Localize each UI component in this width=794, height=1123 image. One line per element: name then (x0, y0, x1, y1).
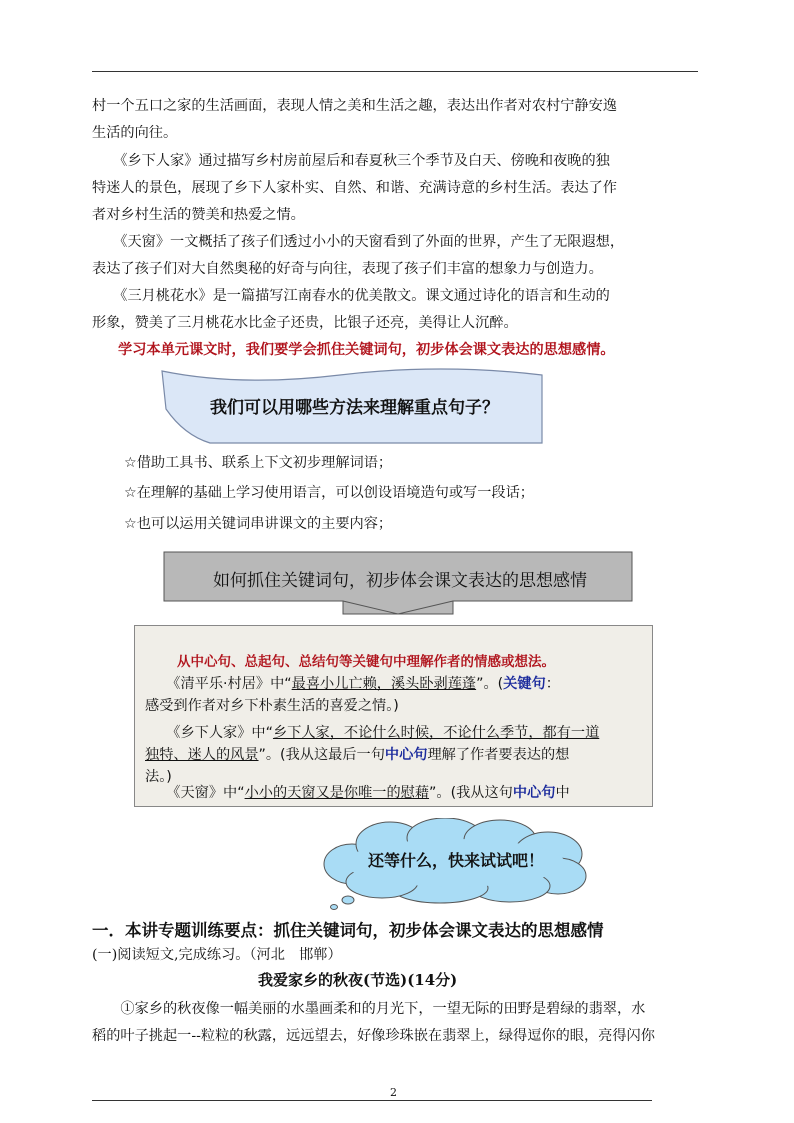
box-line (145, 722, 599, 744)
method-item: ☆借助工具书、联系上下文初步理解词语； (124, 455, 393, 471)
box-line (145, 782, 570, 804)
page-number: 2 (390, 1086, 397, 1099)
text-line: 者对乡村生活的赞美和热爱之情。 (92, 207, 305, 223)
box-text: 中 (555, 785, 570, 801)
box-text: 《天窗》中“ (145, 785, 245, 801)
text-line: 《天窗》一文概括了孩子们透过小小的天窗看到了外面的世界，产生了无限遐想， (92, 234, 625, 250)
box-heading: 从中心句、总起句、总结句等关键句中理解作者的情感或想法。 (177, 654, 555, 670)
exercise-title: (一)阅读短文,完成练习。（河北 邯郸） (92, 947, 342, 963)
box-text: 理解了作者要表达的想 (427, 747, 570, 763)
label-central-sentence: 中心句 (512, 785, 556, 801)
article-line: ①家乡的秋夜像一幅美丽的水墨画柔和的月光下，一望无际的田野是碧绿的翡翠，水 (92, 1001, 646, 1017)
topic-banner (163, 551, 633, 615)
box-line: 法。) (145, 769, 172, 785)
box-text: 《乡下人家》中“ (145, 725, 273, 741)
box-line (145, 673, 560, 695)
box-text: 《清平乐·村居》中“ (145, 676, 292, 692)
key-sentence: 最喜小儿亡赖，溪头卧剥莲蓬 (291, 676, 477, 692)
key-sentence: 乡下人家，不论什么时候，不论什么季节，都有一道 (272, 725, 600, 741)
method-item: ☆也可以运用关键词串讲课文的主要内容； (124, 516, 393, 532)
method-item: ☆在理解的基础上学习使用语言，可以创设语境造句或写一段话； (124, 485, 534, 501)
text-line: 《三月桃花水》是一篇描写江南春水的优美散文。课文通过诗化的语言和生动的 (92, 288, 610, 304)
box-text: ： (545, 676, 560, 692)
header-rule (92, 71, 698, 72)
text-line: 形象，赞美了三月桃花水比金子还贵，比银子还亮，美得让人沉醉。 (92, 315, 518, 331)
example-box (134, 625, 653, 807)
article-line: 稻的叶子挑起一--粒粒的秋露，远远望去，好像珍珠嵌在翡翠上，绿得逗你的眼，亮得闪你 (92, 1028, 655, 1044)
cloud-text: 还等什么，快来试试吧！ (368, 851, 545, 870)
label-key-sentence: 关键句 (503, 676, 546, 692)
question-callout (160, 365, 544, 445)
text-line: 生活的向往。 (92, 125, 178, 141)
try-it-cloud (320, 818, 590, 900)
box-text: ”。(我从这最后一句 (258, 747, 385, 763)
text-line: 村一个五口之家的生活画面，表现人情之美和生活之趣，表达出作者对农村宁静安逸 (92, 98, 617, 114)
text-line: 表达了孩子们对大自然奥秘的好奇与向往，表现了孩子们丰富的想象力与创造力。 (92, 261, 603, 277)
label-central-sentence: 中心句 (384, 747, 428, 763)
key-sentence: 小小的天窗又是你唯一的慰藉 (244, 785, 430, 801)
box-line (145, 744, 569, 766)
box-line: 感受到作者对乡下朴素生活的喜爱之情。) (145, 698, 399, 714)
article-title: 我爱家乡的秋夜(节选)(14分) (258, 971, 458, 989)
box-text: ”。(我从这句 (429, 785, 513, 801)
text-line: 特迷人的景色，展现了乡下人家朴实、自然、和谐、充满诗意的乡村生活。表达了作 (92, 180, 617, 196)
unit-goal-line: 学习本单元课文时，我们要学会抓住关键词句，初步体会课文表达的思想感情。 (118, 342, 615, 358)
banner-text: 如何抓住关键词句，初步体会课文表达的思想感情 (213, 571, 587, 591)
key-sentence: 独特、迷人的风景 (145, 747, 259, 763)
section-title: 一．本讲专题训练要点：抓住关键词句，初步体会课文表达的思想感情 (92, 921, 604, 940)
footer-rule (92, 1100, 652, 1101)
callout-text: 我们可以用哪些方法来理解重点句子？ (210, 398, 499, 418)
box-text: ”。( (476, 676, 504, 692)
text-line: 《乡下人家》通过描写乡村房前屋后和春夏秋三个季节及白天、傍晚和夜晚的独 (92, 153, 610, 169)
